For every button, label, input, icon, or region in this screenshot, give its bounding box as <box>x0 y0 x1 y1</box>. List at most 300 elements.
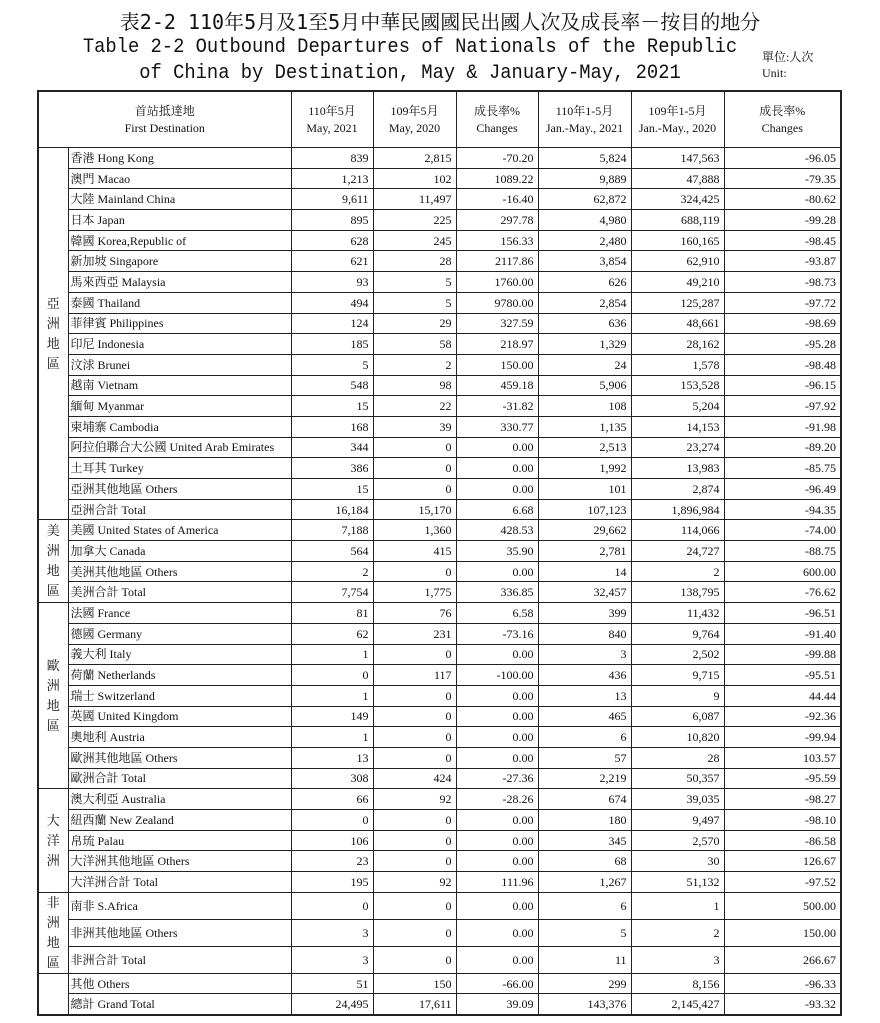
value-cell-may2020: 39 <box>373 416 456 437</box>
destination-cell: 緬甸 Myanmar <box>68 396 291 417</box>
value-cell-may2021: 1 <box>291 685 373 706</box>
value-cell-may2021: 3 <box>291 946 373 973</box>
title-english-line2: of China by Destination, May & January-May, 2021 <box>139 62 681 85</box>
value-cell-may2021: 548 <box>291 375 373 396</box>
value-cell-may2020: 0 <box>373 644 456 665</box>
value-cell-may2021: 839 <box>291 148 373 169</box>
destination-cell: 瑞士 Switzerland <box>68 685 291 706</box>
value-cell-jm2021: 3,854 <box>538 251 631 272</box>
destination-cell: 越南 Vietnam <box>68 375 291 396</box>
value-cell-chg2: -80.62 <box>724 189 841 210</box>
value-cell-may2020: 0 <box>373 561 456 582</box>
value-cell-may2021: 628 <box>291 230 373 251</box>
value-cell-chg1: -28.26 <box>456 789 538 810</box>
value-cell-chg2: -98.27 <box>724 789 841 810</box>
value-cell-chg1: 35.90 <box>456 541 538 562</box>
value-cell-chg2: -79.35 <box>724 168 841 189</box>
value-cell-jm2021: 143,376 <box>538 994 631 1015</box>
table-row <box>38 168 841 189</box>
value-cell-chg2: 103.57 <box>724 747 841 768</box>
value-cell-jm2021: 180 <box>538 810 631 831</box>
value-cell-jm2021: 29,662 <box>538 520 631 541</box>
table-row <box>38 768 841 789</box>
region-label: 非洲地區 <box>38 892 68 973</box>
value-cell-chg1: 1760.00 <box>456 272 538 293</box>
value-cell-chg1: 336.85 <box>456 582 538 603</box>
table-row <box>38 685 841 706</box>
unit-label-en: Unit: <box>762 66 787 80</box>
value-cell-chg1: 459.18 <box>456 375 538 396</box>
value-cell-may2021: 62 <box>291 623 373 644</box>
value-cell-may2020: 424 <box>373 768 456 789</box>
destination-cell: 義大利 Italy <box>68 644 291 665</box>
value-cell-jm2020: 9,764 <box>631 623 724 644</box>
value-cell-may2020: 245 <box>373 230 456 251</box>
value-cell-chg1: 0.00 <box>456 706 538 727</box>
value-cell-may2021: 106 <box>291 830 373 851</box>
value-cell-chg2: 126.67 <box>724 851 841 872</box>
value-cell-may2021: 23 <box>291 851 373 872</box>
value-cell-may2020: 92 <box>373 872 456 893</box>
value-cell-chg1: -66.00 <box>456 973 538 994</box>
table-row <box>38 416 841 437</box>
destination-cell: 大洋洲合計 Total <box>68 872 291 893</box>
value-cell-jm2021: 2,781 <box>538 541 631 562</box>
value-cell-jm2021: 2,854 <box>538 292 631 313</box>
value-cell-may2021: 564 <box>291 541 373 562</box>
table-row <box>38 851 841 872</box>
value-cell-may2020: 0 <box>373 706 456 727</box>
table-row <box>38 919 841 946</box>
table-row <box>38 665 841 686</box>
value-cell-chg1: 0.00 <box>456 727 538 748</box>
value-cell-may2021: 15 <box>291 479 373 500</box>
value-cell-may2021: 0 <box>291 810 373 831</box>
value-cell-jm2020: 1,578 <box>631 354 724 375</box>
value-cell-chg1: 330.77 <box>456 416 538 437</box>
value-cell-may2020: 102 <box>373 168 456 189</box>
destination-cell: 大陸 Mainland China <box>68 189 291 210</box>
value-cell-jm2021: 2,480 <box>538 230 631 251</box>
value-cell-may2020: 0 <box>373 830 456 851</box>
value-cell-chg2: -93.87 <box>724 251 841 272</box>
header-changes-may: 成長率% Changes <box>456 91 538 148</box>
value-cell-may2020: 1,775 <box>373 582 456 603</box>
destination-cell: 澳門 Macao <box>68 168 291 189</box>
value-cell-may2020: 225 <box>373 210 456 231</box>
value-cell-jm2021: 9,889 <box>538 168 631 189</box>
destination-cell: 汶浗 Brunei <box>68 354 291 375</box>
value-cell-jm2020: 114,066 <box>631 520 724 541</box>
table-row <box>38 148 841 169</box>
value-cell-may2020: 0 <box>373 851 456 872</box>
value-cell-jm2021: 14 <box>538 561 631 582</box>
value-cell-chg1: 9780.00 <box>456 292 538 313</box>
table-row <box>38 872 841 893</box>
value-cell-jm2020: 1,896,984 <box>631 499 724 520</box>
value-cell-chg2: -76.62 <box>724 582 841 603</box>
table-row <box>38 727 841 748</box>
value-cell-chg2: -98.10 <box>724 810 841 831</box>
value-cell-may2021: 1 <box>291 644 373 665</box>
value-cell-may2021: 7,188 <box>291 520 373 541</box>
destination-cell: 美國 United States of America <box>68 520 291 541</box>
value-cell-jm2020: 13,983 <box>631 458 724 479</box>
value-cell-jm2020: 2 <box>631 919 724 946</box>
destination-cell: 新加坡 Singapore <box>68 251 291 272</box>
value-cell-chg1: 0.00 <box>456 919 538 946</box>
value-cell-chg2: -95.59 <box>724 768 841 789</box>
value-cell-may2021: 13 <box>291 747 373 768</box>
value-cell-chg1: 0.00 <box>456 946 538 973</box>
value-cell-jm2020: 2,145,427 <box>631 994 724 1015</box>
destination-cell: 總計 Grand Total <box>68 994 291 1015</box>
value-cell-jm2021: 108 <box>538 396 631 417</box>
value-cell-jm2020: 39,035 <box>631 789 724 810</box>
value-cell-chg2: -97.72 <box>724 292 841 313</box>
table-row <box>38 582 841 603</box>
value-cell-jm2021: 5,824 <box>538 148 631 169</box>
title-chinese: 表2-2 110年5月及1至5月中華民國國民出國人次及成長率－按目的地分 <box>119 10 761 34</box>
value-cell-chg2: -96.51 <box>724 603 841 624</box>
destination-cell: 日本 Japan <box>68 210 291 231</box>
destination-cell: 印尼 Indonesia <box>68 334 291 355</box>
value-cell-jm2021: 4,980 <box>538 210 631 231</box>
table-row <box>38 334 841 355</box>
value-cell-may2021: 2 <box>291 561 373 582</box>
value-cell-jm2021: 626 <box>538 272 631 293</box>
value-cell-jm2020: 2,874 <box>631 479 724 500</box>
value-cell-may2021: 621 <box>291 251 373 272</box>
value-cell-jm2021: 436 <box>538 665 631 686</box>
value-cell-chg1: 428.53 <box>456 520 538 541</box>
value-cell-chg1: 150.00 <box>456 354 538 375</box>
table-row <box>38 354 841 375</box>
value-cell-may2021: 51 <box>291 973 373 994</box>
destination-cell: 紐西蘭 New Zealand <box>68 810 291 831</box>
table-body <box>38 148 841 1015</box>
value-cell-may2021: 16,184 <box>291 499 373 520</box>
value-cell-chg2: -99.28 <box>724 210 841 231</box>
value-cell-may2020: 117 <box>373 665 456 686</box>
value-cell-may2020: 0 <box>373 458 456 479</box>
value-cell-jm2020: 50,357 <box>631 768 724 789</box>
value-cell-may2021: 386 <box>291 458 373 479</box>
table-row <box>38 541 841 562</box>
value-cell-chg2: -96.49 <box>724 479 841 500</box>
value-cell-may2021: 3 <box>291 919 373 946</box>
destination-cell: 美洲合計 Total <box>68 582 291 603</box>
value-cell-chg2: -98.45 <box>724 230 841 251</box>
destination-cell: 非洲合計 Total <box>68 946 291 973</box>
value-cell-jm2021: 2,513 <box>538 437 631 458</box>
destination-cell: 韓國 Korea,Republic of <box>68 230 291 251</box>
value-cell-chg1: 0.00 <box>456 437 538 458</box>
destination-cell: 土耳其 Turkey <box>68 458 291 479</box>
destination-cell: 南非 S.Africa <box>68 892 291 919</box>
destination-cell: 柬埔寨 Cambodia <box>68 416 291 437</box>
destination-cell: 澳大利亞 Australia <box>68 789 291 810</box>
value-cell-may2020: 15,170 <box>373 499 456 520</box>
table-row <box>38 251 841 272</box>
value-cell-may2020: 5 <box>373 272 456 293</box>
value-cell-may2020: 0 <box>373 437 456 458</box>
value-cell-chg2: -94.35 <box>724 499 841 520</box>
destination-cell: 其他 Others <box>68 973 291 994</box>
table-row <box>38 623 841 644</box>
table-row <box>38 644 841 665</box>
value-cell-chg2: -97.52 <box>724 872 841 893</box>
table-row <box>38 292 841 313</box>
destination-cell: 德國 Germany <box>68 623 291 644</box>
value-cell-may2020: 0 <box>373 747 456 768</box>
value-cell-may2021: 5 <box>291 354 373 375</box>
region-label: 美洲地區 <box>38 520 68 603</box>
value-cell-chg1: 0.00 <box>456 644 538 665</box>
value-cell-jm2021: 24 <box>538 354 631 375</box>
value-cell-may2020: 11,497 <box>373 189 456 210</box>
value-cell-may2020: 0 <box>373 946 456 973</box>
header-may2021: 110年5月 May, 2021 <box>291 91 373 148</box>
value-cell-chg2: -85.75 <box>724 458 841 479</box>
value-cell-may2020: 0 <box>373 685 456 706</box>
destination-cell: 亞洲合計 Total <box>68 499 291 520</box>
value-cell-jm2020: 160,165 <box>631 230 724 251</box>
value-cell-chg1: 111.96 <box>456 872 538 893</box>
value-cell-may2020: 22 <box>373 396 456 417</box>
value-cell-may2020: 0 <box>373 892 456 919</box>
header-destination: 首站抵達地 First Destination <box>38 91 291 148</box>
value-cell-jm2021: 636 <box>538 313 631 334</box>
value-cell-may2020: 2,815 <box>373 148 456 169</box>
value-cell-may2020: 5 <box>373 292 456 313</box>
value-cell-chg1: 0.00 <box>456 479 538 500</box>
destination-cell: 非洲其他地區 Others <box>68 919 291 946</box>
value-cell-jm2020: 28 <box>631 747 724 768</box>
destination-cell: 歐洲合計 Total <box>68 768 291 789</box>
title-english-line1: Table 2-2 Outbound Departures of Nationals of the Republic <box>82 36 738 59</box>
value-cell-chg1: -31.82 <box>456 396 538 417</box>
value-cell-chg2: -91.98 <box>724 416 841 437</box>
value-cell-may2021: 185 <box>291 334 373 355</box>
value-cell-may2021: 81 <box>291 603 373 624</box>
table-row <box>38 830 841 851</box>
value-cell-chg1: -70.20 <box>456 148 538 169</box>
value-cell-may2020: 231 <box>373 623 456 644</box>
header-may2020: 109年5月 May, 2020 <box>373 91 456 148</box>
value-cell-jm2020: 9 <box>631 685 724 706</box>
value-cell-may2021: 0 <box>291 892 373 919</box>
destination-cell: 美洲其他地區 Others <box>68 561 291 582</box>
value-cell-chg1: 6.58 <box>456 603 538 624</box>
value-cell-chg2: -91.40 <box>724 623 841 644</box>
table-row <box>38 313 841 334</box>
value-cell-jm2021: 1,267 <box>538 872 631 893</box>
header-changes-janmay: 成長率% Changes <box>724 91 841 148</box>
table-row <box>38 272 841 293</box>
value-cell-chg2: -88.75 <box>724 541 841 562</box>
value-cell-jm2020: 6,087 <box>631 706 724 727</box>
value-cell-may2020: 2 <box>373 354 456 375</box>
value-cell-may2021: 344 <box>291 437 373 458</box>
value-cell-chg2: 500.00 <box>724 892 841 919</box>
value-cell-may2020: 76 <box>373 603 456 624</box>
value-cell-may2021: 1,213 <box>291 168 373 189</box>
value-cell-chg1: 6.68 <box>456 499 538 520</box>
table-row <box>38 479 841 500</box>
value-cell-may2020: 28 <box>373 251 456 272</box>
value-cell-may2020: 58 <box>373 334 456 355</box>
destination-cell: 歐洲其他地區 Others <box>68 747 291 768</box>
value-cell-chg1: 297.78 <box>456 210 538 231</box>
value-cell-may2021: 195 <box>291 872 373 893</box>
value-cell-jm2021: 345 <box>538 830 631 851</box>
value-cell-jm2021: 2,219 <box>538 768 631 789</box>
table-row <box>38 520 841 541</box>
value-cell-jm2021: 674 <box>538 789 631 810</box>
value-cell-may2021: 7,754 <box>291 582 373 603</box>
value-cell-may2021: 1 <box>291 727 373 748</box>
value-cell-jm2020: 8,156 <box>631 973 724 994</box>
destination-cell: 荷蘭 Netherlands <box>68 665 291 686</box>
region-label: 大洋洲 <box>38 789 68 892</box>
table-row <box>38 994 841 1015</box>
value-cell-jm2020: 138,795 <box>631 582 724 603</box>
value-cell-jm2020: 47,888 <box>631 168 724 189</box>
value-cell-jm2020: 9,715 <box>631 665 724 686</box>
value-cell-jm2020: 125,287 <box>631 292 724 313</box>
region-label: 亞洲地區 <box>38 148 68 520</box>
region-label <box>38 973 68 1014</box>
table-row <box>38 437 841 458</box>
value-cell-may2021: 308 <box>291 768 373 789</box>
value-cell-chg1: 0.00 <box>456 685 538 706</box>
value-cell-jm2020: 153,528 <box>631 375 724 396</box>
table-row <box>38 603 841 624</box>
destination-cell: 泰國 Thailand <box>68 292 291 313</box>
value-cell-chg1: 0.00 <box>456 561 538 582</box>
value-cell-chg1: 1089.22 <box>456 168 538 189</box>
value-cell-chg1: 0.00 <box>456 830 538 851</box>
table-row <box>38 973 841 994</box>
value-cell-chg2: -96.05 <box>724 148 841 169</box>
value-cell-may2020: 1,360 <box>373 520 456 541</box>
value-cell-chg2: -96.15 <box>724 375 841 396</box>
value-cell-jm2021: 11 <box>538 946 631 973</box>
value-cell-chg1: 156.33 <box>456 230 538 251</box>
value-cell-chg2: 150.00 <box>724 919 841 946</box>
value-cell-may2020: 92 <box>373 789 456 810</box>
table-row <box>38 375 841 396</box>
value-cell-jm2021: 840 <box>538 623 631 644</box>
value-cell-chg2: -95.51 <box>724 665 841 686</box>
value-cell-jm2020: 2,570 <box>631 830 724 851</box>
destination-cell: 奧地利 Austria <box>68 727 291 748</box>
value-cell-chg2: 44.44 <box>724 685 841 706</box>
value-cell-jm2021: 62,872 <box>538 189 631 210</box>
value-cell-chg2: -96.33 <box>724 973 841 994</box>
destination-cell: 法國 France <box>68 603 291 624</box>
value-cell-jm2020: 51,132 <box>631 872 724 893</box>
table-row <box>38 810 841 831</box>
value-cell-jm2020: 48,661 <box>631 313 724 334</box>
value-cell-may2020: 29 <box>373 313 456 334</box>
value-cell-jm2020: 688,119 <box>631 210 724 231</box>
value-cell-jm2021: 1,135 <box>538 416 631 437</box>
departures-table <box>37 90 842 1016</box>
value-cell-chg2: 600.00 <box>724 561 841 582</box>
value-cell-chg2: -74.00 <box>724 520 841 541</box>
value-cell-may2021: 168 <box>291 416 373 437</box>
value-cell-jm2020: 1 <box>631 892 724 919</box>
value-cell-may2020: 0 <box>373 810 456 831</box>
value-cell-chg2: -92.36 <box>724 706 841 727</box>
value-cell-may2021: 895 <box>291 210 373 231</box>
table-row <box>38 499 841 520</box>
value-cell-chg1: -100.00 <box>456 665 538 686</box>
value-cell-jm2020: 24,727 <box>631 541 724 562</box>
value-cell-chg2: -99.94 <box>724 727 841 748</box>
value-cell-chg1: 2117.86 <box>456 251 538 272</box>
destination-cell: 香港 Hong Kong <box>68 148 291 169</box>
value-cell-chg1: 218.97 <box>456 334 538 355</box>
value-cell-chg1: 327.59 <box>456 313 538 334</box>
value-cell-jm2020: 28,162 <box>631 334 724 355</box>
destination-cell: 英國 United Kingdom <box>68 706 291 727</box>
value-cell-jm2021: 299 <box>538 973 631 994</box>
value-cell-chg2: -98.48 <box>724 354 841 375</box>
value-cell-chg1: -27.36 <box>456 768 538 789</box>
value-cell-jm2021: 5 <box>538 919 631 946</box>
value-cell-may2021: 9,611 <box>291 189 373 210</box>
value-cell-chg2: -86.58 <box>724 830 841 851</box>
table-row <box>38 189 841 210</box>
value-cell-may2021: 149 <box>291 706 373 727</box>
value-cell-chg2: -98.69 <box>724 313 841 334</box>
value-cell-jm2020: 10,820 <box>631 727 724 748</box>
destination-cell: 帛琉 Palau <box>68 830 291 851</box>
value-cell-chg2: 266.67 <box>724 946 841 973</box>
region-label: 歐洲地區 <box>38 603 68 789</box>
table-row <box>38 230 841 251</box>
value-cell-jm2020: 324,425 <box>631 189 724 210</box>
value-cell-jm2021: 57 <box>538 747 631 768</box>
value-cell-jm2021: 1,329 <box>538 334 631 355</box>
value-cell-may2020: 0 <box>373 727 456 748</box>
header-janmay2021: 110年1-5月 Jan.-May., 2021 <box>538 91 631 148</box>
value-cell-jm2021: 101 <box>538 479 631 500</box>
value-cell-jm2021: 107,123 <box>538 499 631 520</box>
destination-cell: 亞洲其他地區 Others <box>68 479 291 500</box>
value-cell-jm2020: 14,153 <box>631 416 724 437</box>
value-cell-may2020: 415 <box>373 541 456 562</box>
destination-cell: 加拿大 Canada <box>68 541 291 562</box>
value-cell-jm2020: 5,204 <box>631 396 724 417</box>
value-cell-jm2020: 9,497 <box>631 810 724 831</box>
table-row <box>38 946 841 973</box>
destination-cell: 阿拉伯聯合大公國 United Arab Emirates <box>68 437 291 458</box>
value-cell-chg1: 0.00 <box>456 892 538 919</box>
value-cell-chg1: 0.00 <box>456 810 538 831</box>
value-cell-chg1: -16.40 <box>456 189 538 210</box>
value-cell-chg2: -89.20 <box>724 437 841 458</box>
value-cell-may2021: 15 <box>291 396 373 417</box>
value-cell-jm2021: 399 <box>538 603 631 624</box>
header-row <box>38 91 841 148</box>
value-cell-may2021: 0 <box>291 665 373 686</box>
value-cell-chg2: -95.28 <box>724 334 841 355</box>
value-cell-jm2020: 11,432 <box>631 603 724 624</box>
